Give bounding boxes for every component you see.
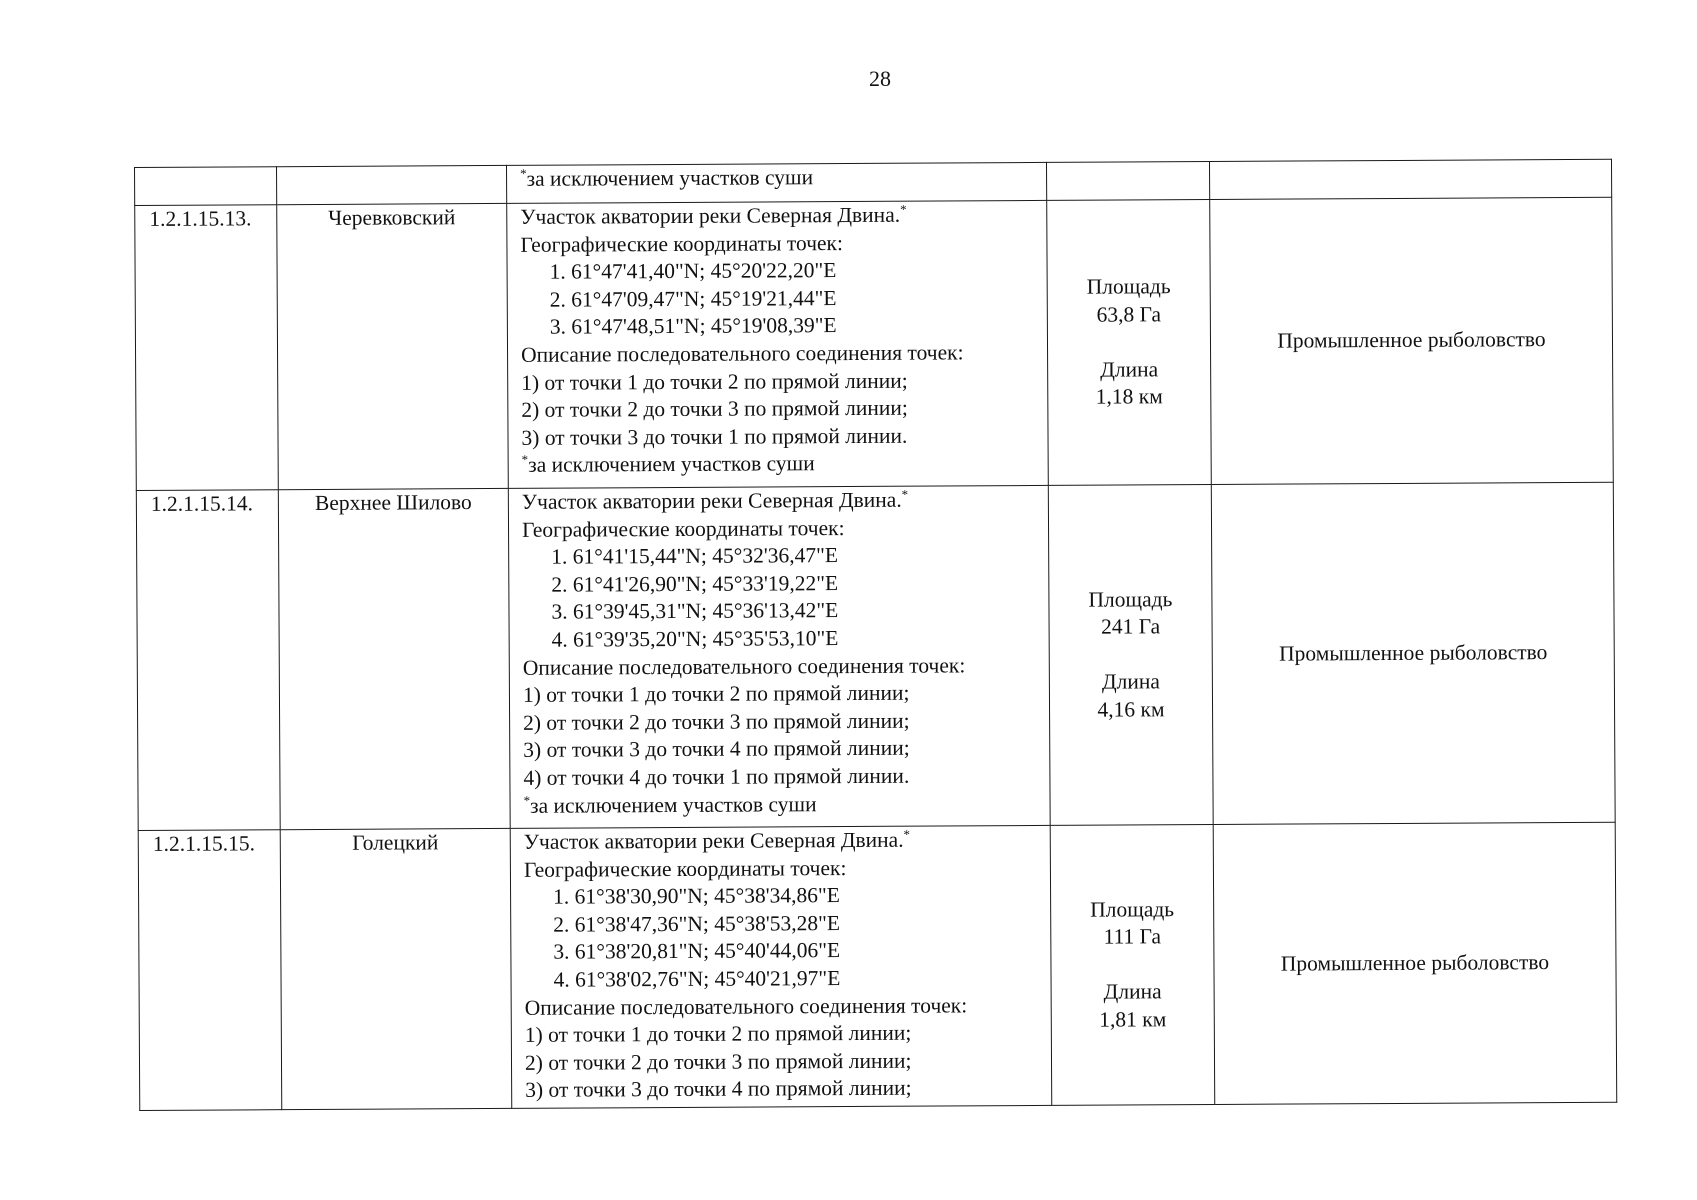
- area-name: Голецкий: [352, 830, 439, 855]
- name-cell: [280, 828, 512, 1109]
- exclusion-note: *за исключением участков суши: [521, 451, 815, 478]
- description-cell: [510, 825, 1052, 1108]
- area-label: Площадь: [1090, 896, 1175, 922]
- row-number: 1.2.1.15.14.: [150, 491, 254, 516]
- coordinate-point: 2. 61°47'09,47"N; 45°19'21,44"E: [549, 285, 837, 312]
- connection-step: 3) от точки 3 до точки 4 по прямой линии;: [525, 1076, 912, 1103]
- connection-step: 1) от точки 1 до точки 2 по прямой линии;: [524, 1020, 912, 1047]
- name-cell: [277, 165, 507, 204]
- use-type: Промышленное рыболовство: [1277, 327, 1546, 353]
- area-title: Участок акватории реки Северная Двина.*: [523, 826, 911, 854]
- area-cell: [1046, 161, 1209, 200]
- exclusion-note: *за исключением участков суши: [519, 165, 814, 191]
- area-name: Черевковский: [328, 205, 456, 230]
- use-cell: [1213, 822, 1617, 1104]
- coordinate-point: 4. 61°39'35,20"N; 45°35'53,10"E: [551, 626, 839, 652]
- area-cell: [1050, 824, 1215, 1105]
- connection-step: 1) от точки 1 до точки 2 по прямой линии;: [522, 680, 910, 707]
- coordinate-point: 1. 61°47'41,40"N; 45°20'22,20"E: [549, 258, 837, 284]
- area-label: Площадь: [1088, 586, 1173, 612]
- connection-step: 3) от точки 3 до точки 1 по прямой линии.: [521, 423, 908, 450]
- use-cell: [1209, 159, 1611, 199]
- description-cell: [506, 162, 1046, 203]
- connection-step: 2) от точки 2 до точки 3 по прямой линии;: [523, 708, 910, 735]
- table-row: [138, 822, 1617, 1110]
- connection-step: 2) от точки 2 до точки 3 по прямой линии;: [521, 395, 908, 422]
- area-title: Участок акватории реки Северная Двина.*: [521, 486, 909, 514]
- length-label: Длина: [1101, 669, 1160, 694]
- use-cell: [1211, 482, 1615, 824]
- name-cell: [277, 203, 509, 489]
- connection-step: 1) от точки 1 до точки 2 по прямой линии;: [521, 368, 908, 395]
- use-type: Промышленное рыболовство: [1279, 639, 1548, 666]
- area-title: Участок акватории реки Северная Двина.*: [520, 201, 907, 229]
- table-row: [136, 482, 1615, 830]
- coordinate-point: 3. 61°39'45,31"N; 45°36'13,42"E: [551, 598, 839, 625]
- coords-label: Географические координаты точек:: [523, 855, 847, 882]
- coordinate-point: 1. 61°38'30,90"N; 45°38'34,86"E: [553, 883, 840, 909]
- length-value: 1,81 км: [1099, 1007, 1167, 1032]
- coordinate-point: 4. 61°38'02,76"N; 45°40'21,97"E: [553, 966, 841, 992]
- connection-label: Описание последовательного соединения точек:: [522, 652, 966, 680]
- fishing-areas-table: [134, 159, 1617, 1111]
- use-type: Промышленное рыболовство: [1280, 949, 1550, 976]
- row-number: 1.2.1.15.13.: [149, 206, 252, 231]
- connection-label: Описание последовательного соединения точек:: [520, 340, 964, 367]
- length-value: 1,18 км: [1095, 384, 1163, 410]
- area-cell: [1048, 484, 1213, 825]
- length-label: Длина: [1103, 979, 1162, 1004]
- connection-step: 2) от точки 2 до точки 3 по прямой линии;: [524, 1048, 912, 1075]
- name-cell: [278, 488, 510, 829]
- length-value: 4,16 км: [1097, 697, 1165, 722]
- exclusion-note: *за исключением участков суши: [523, 791, 817, 818]
- connection-step: 3) от точки 3 до точки 4 по прямой линии;: [523, 736, 910, 763]
- number-cell: [135, 167, 277, 206]
- coordinate-point: 3. 61°38'20,81"N; 45°40'44,06"E: [553, 938, 841, 965]
- area-cell: [1047, 199, 1212, 485]
- number-cell: [138, 830, 282, 1111]
- area-label: Площадь: [1086, 274, 1171, 299]
- coordinate-point: 3. 61°47'48,51"N; 45°19'08,39"E: [549, 313, 837, 340]
- coordinate-point: 2. 61°41'26,90"N; 45°33'19,22"E: [551, 570, 839, 597]
- use-cell: [1210, 197, 1614, 484]
- length-label: Длина: [1100, 357, 1159, 382]
- coordinate-point: 1. 61°41'15,44"N; 45°32'36,47"E: [551, 543, 839, 569]
- connection-label: Описание последовательного соединения точек:: [524, 992, 968, 1020]
- page-number: 28: [869, 66, 891, 91]
- area-value: 63,8 Га: [1096, 301, 1162, 327]
- area-value: 241 Га: [1100, 614, 1161, 639]
- table-row: [135, 197, 1614, 490]
- coords-label: Географические координаты точек:: [520, 230, 844, 257]
- description-cell: [507, 200, 1049, 488]
- coords-label: Географические координаты точек:: [521, 515, 845, 542]
- description-cell: [508, 485, 1050, 828]
- area-value: 111 Га: [1103, 924, 1162, 949]
- connection-step: 4) от точки 4 до точки 1 по прямой линии.: [523, 763, 910, 790]
- coordinate-point: 2. 61°38'47,36"N; 45°38'53,28"E: [553, 910, 841, 937]
- area-name: Верхнее Шилово: [314, 490, 472, 515]
- number-cell: [135, 205, 279, 491]
- row-number: 1.2.1.15.15.: [152, 831, 255, 856]
- number-cell: [136, 490, 280, 831]
